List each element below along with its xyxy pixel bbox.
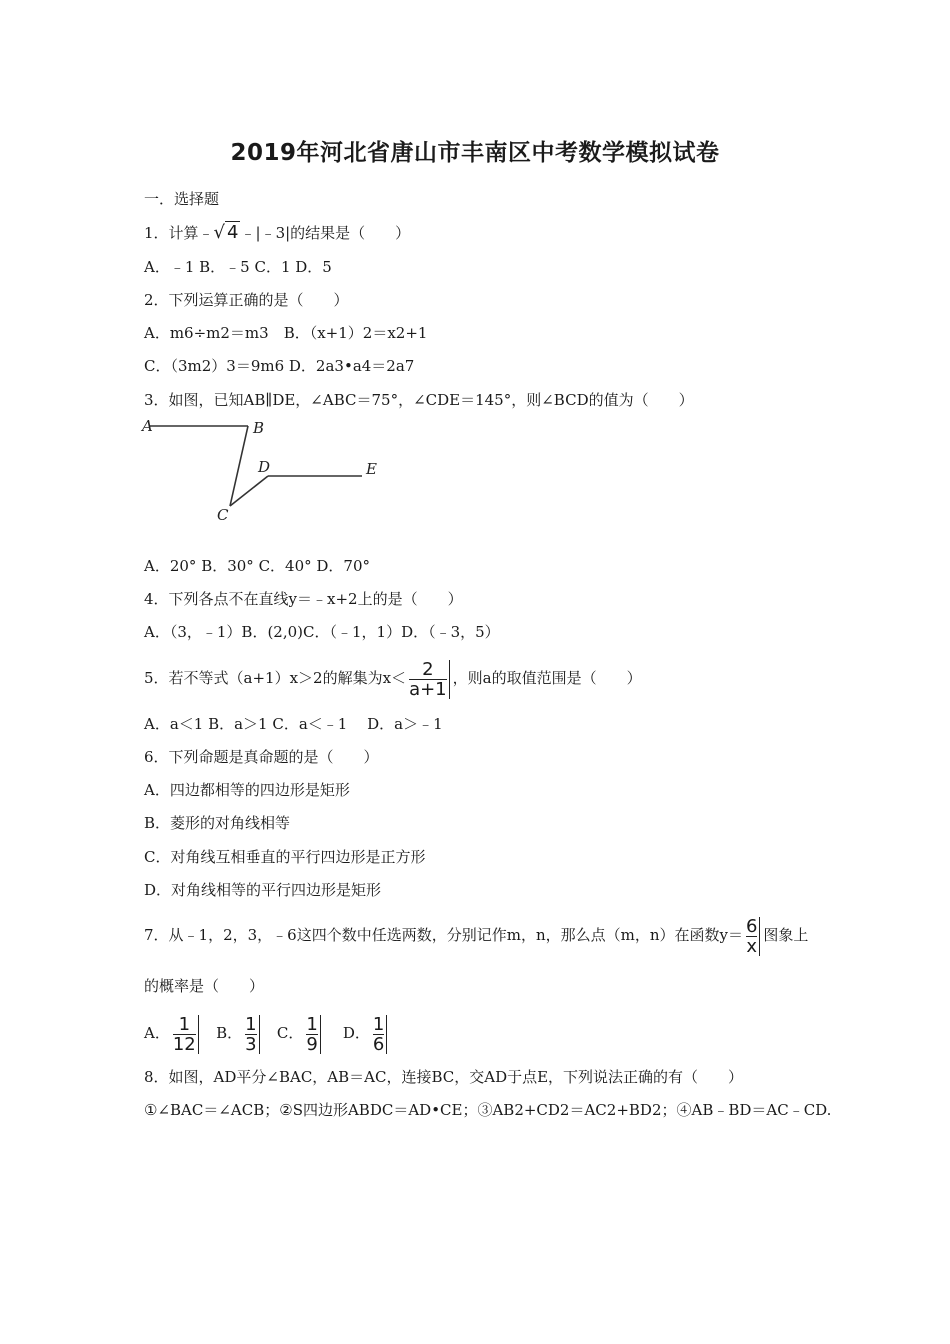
figure-3-diagram <box>140 414 390 526</box>
absolute-value: |﹣3| <box>255 224 291 242</box>
question-6: 6．下列命题是真命题的是（ ） <box>144 748 379 766</box>
question-3: 3．如图，已知AB∥DE，∠ABC＝75°，∠CDE＝145°，则∠BCD的值为（ ） <box>144 391 694 409</box>
label-a: A <box>142 417 153 435</box>
question-1 <box>144 222 410 244</box>
q2-options-ab: A．m6÷m2＝m3 B．（x+1）2＝x2+1 <box>144 324 428 342</box>
label-e: E <box>366 460 377 478</box>
question-7 <box>144 915 808 956</box>
sqrt-expression: √ 4 <box>213 222 239 243</box>
question-8: 8．如图，AD平分∠BAC，AB＝AC，连接BC，交AD于点E，下列说法正确的有（ ） <box>144 1068 744 1086</box>
fraction: $\frac{1}{3}$ <box>245 1015 259 1054</box>
q7-pre: 7．从﹣1，2，3，﹣6这四个数中任选两数，分别记作m，n，那么点（m，n）在函数y＝ <box>144 926 743 944</box>
q1-mid: ﹣ <box>240 224 256 242</box>
q1-post: 的结果是（ ） <box>290 224 411 242</box>
fraction: $\frac{1}{6}$ <box>373 1015 387 1054</box>
question-4: 4．下列各点不在直线y＝﹣x+2上的是（ ） <box>144 590 463 608</box>
q7-option-c-label: C． <box>276 1024 304 1042</box>
fraction: $\frac{6}{x}$ <box>746 917 760 956</box>
label-d: D <box>258 458 271 476</box>
q7-line-2: 的概率是（ ） <box>144 977 265 995</box>
q1-options: A．﹣1 B．﹣5 C．1 D．5 <box>144 258 332 276</box>
q6-option-d: D．对角线相等的平行四边形是矩形 <box>144 881 382 899</box>
q5-pre: 5．若不等式（a+1）x＞2的解集为x＜ <box>144 669 407 687</box>
q7-option-d-label: D． <box>342 1024 370 1042</box>
q7-options <box>144 1010 390 1056</box>
q8-statements: ①∠BAC＝∠ACB；②S四边形ABDC＝AD•CE；③AB2+CD2＝AC2+BD2；④AB﹣BD＝AC﹣CD. <box>144 1101 832 1119</box>
section-heading: 一．选择题 <box>144 190 220 208</box>
fraction: $\frac{2}{a+1}$ <box>409 660 450 699</box>
q7-option-a-label: A． <box>144 1024 170 1042</box>
q6-option-c: C．对角线互相垂直的平行四边形是正方形 <box>144 848 426 866</box>
label-b: B <box>253 419 265 437</box>
fraction: $\frac{1}{12}$ <box>173 1015 199 1054</box>
q1-pre: 1．计算﹣ <box>144 224 214 242</box>
q2-options-cd: C．（3m2）3＝9m6 D．2a3•a4＝2a7 <box>144 357 415 375</box>
q6-option-b: B．菱形的对角线相等 <box>144 814 291 832</box>
q5-post: ，则a的取值范围是（ ） <box>452 669 642 687</box>
q4-options: A．（3，﹣1）B．(2,0)C．（﹣1，1）D．（﹣3，5） <box>144 623 500 641</box>
question-2: 2．下列运算正确的是（ ） <box>144 291 349 309</box>
label-c: C <box>217 506 229 524</box>
q6-option-a: A．四边都相等的四边形是矩形 <box>144 781 350 799</box>
fraction: $\frac{1}{9}$ <box>306 1015 320 1054</box>
question-5 <box>144 658 642 699</box>
q7-post: 图象上 <box>763 926 809 944</box>
page-title: 2019年河北省唐山市丰南区中考数学模拟试卷 <box>230 140 720 166</box>
q5-options: A．a＜1 B．a＞1 C．a＜﹣1 D．a＞﹣1 <box>144 715 443 733</box>
q7-option-b-label: B． <box>216 1024 243 1042</box>
q3-options: A．20° B．30° C．40° D．70° <box>144 557 371 575</box>
